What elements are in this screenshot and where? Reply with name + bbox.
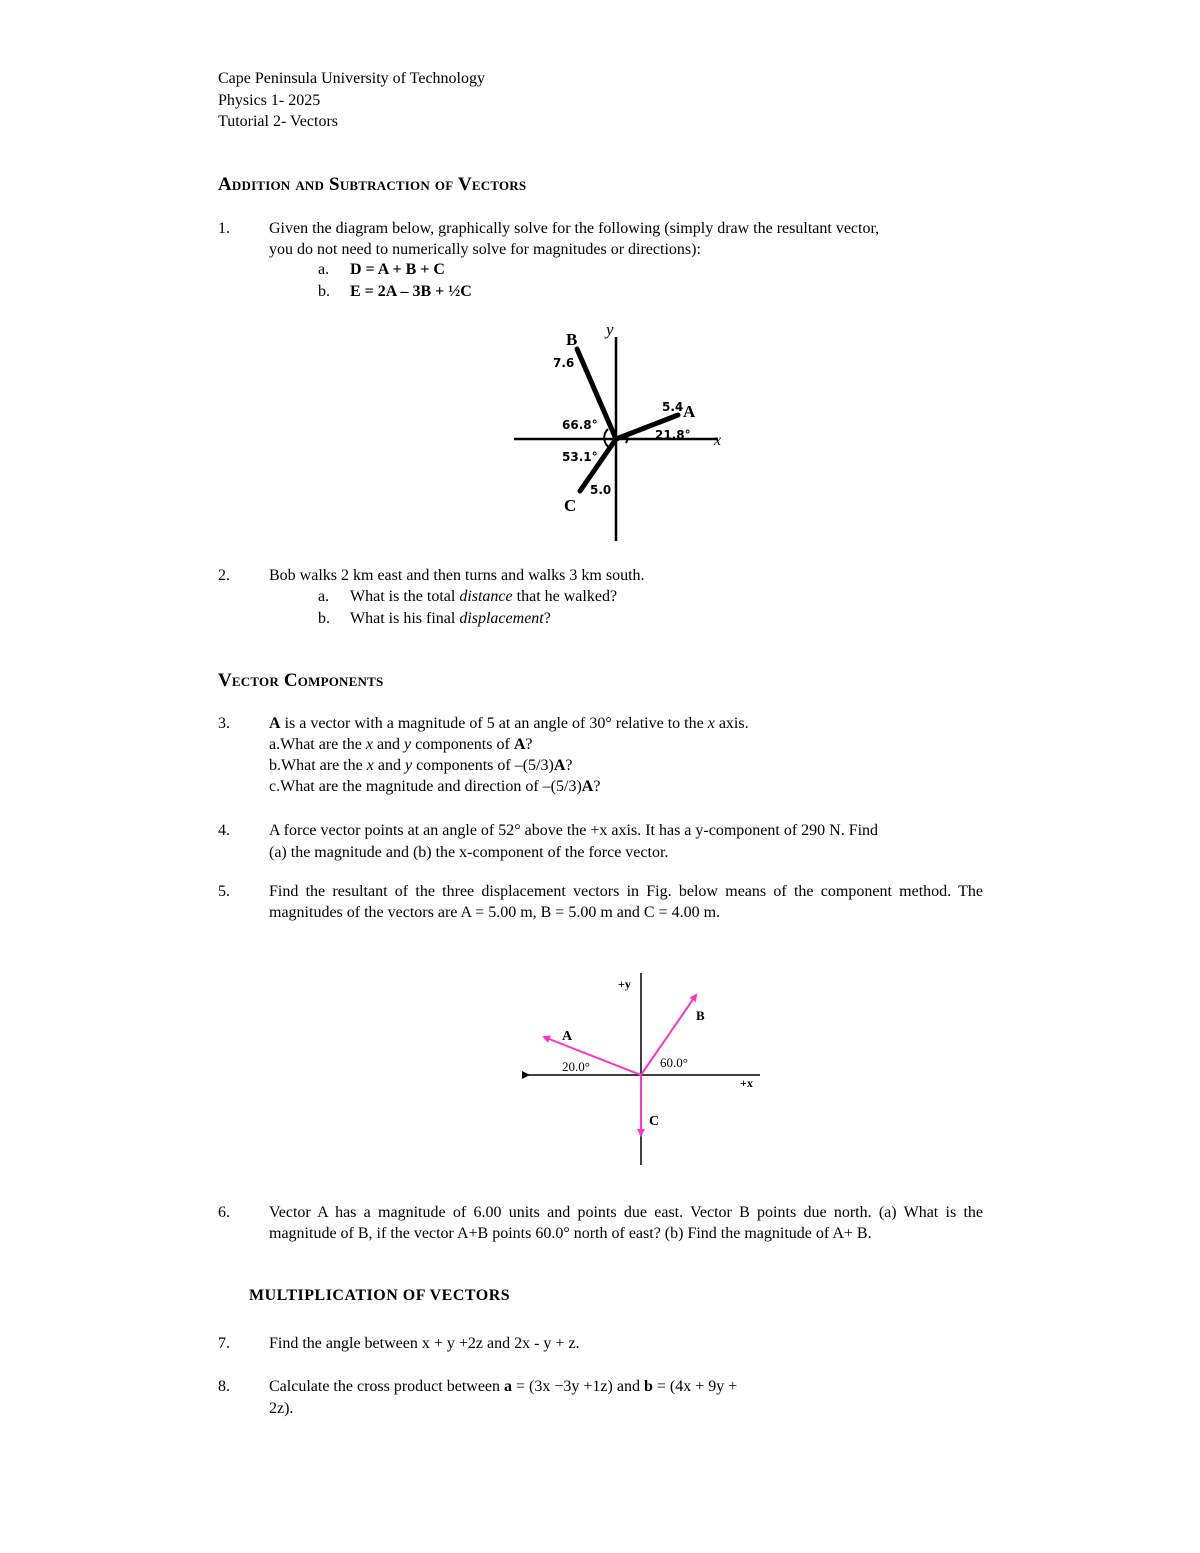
q2b-text: What is his final displacement? — [350, 610, 551, 627]
label-a-2: A — [562, 1029, 573, 1044]
angle-b-label: 66.8° — [562, 418, 598, 432]
q4-line2: (a) the magnitude and (b) the x-component of the force vector. — [269, 844, 669, 861]
header-course: Physics 1- 2025 — [218, 92, 321, 109]
label-a: A — [683, 402, 696, 421]
vector-diagram-1 — [500, 315, 740, 545]
angle-a-label-2: 20.0° — [562, 1059, 590, 1074]
angle-b-label-2: 60.0° — [660, 1055, 688, 1070]
mag-c: 5.0 — [590, 483, 612, 497]
label-y: y — [606, 320, 614, 339]
q3b-text: b.What are the x and y components of –(5/3)A? — [269, 757, 573, 774]
label-c: C — [564, 496, 577, 515]
label-c-2: C — [649, 1114, 660, 1129]
q5-text: Find the resultant of the three displacement vectors in Fig. below means of the component method. The magnitudes of the vectors are A = 5.00 m, B = 5.00 m and C = 4.00 m. — [269, 883, 983, 921]
header-university: Cape Peninsula University of Technology — [218, 70, 485, 87]
label-b-2: B — [696, 1008, 705, 1023]
mag-b: 7.6 — [553, 356, 575, 370]
label-x: x — [714, 432, 722, 449]
header-tutorial: Tutorial 2- Vectors — [218, 113, 338, 130]
angle-a-label: 21.8° — [655, 428, 691, 442]
q4-number: 4. — [218, 822, 230, 839]
q7-number: 7. — [218, 1335, 230, 1352]
q8-line2: 2z). — [269, 1400, 294, 1417]
q1a-label: a. — [318, 261, 330, 278]
q2-number: 2. — [218, 567, 230, 584]
section-title-addition: Addition and Subtraction of Vectors — [218, 174, 527, 195]
q1-line2: you do not need to numerically solve for magnitudes or directions): — [269, 241, 701, 258]
q6-number: 6. — [218, 1204, 230, 1221]
label-plus-y: +y — [618, 977, 631, 991]
q4-line1: A force vector points at an angle of 52° above the +x axis. It has a y-component of 290 N. Find — [269, 822, 879, 839]
q7-text: Find the angle between x + y +2z and 2x - y + z. — [269, 1335, 580, 1352]
q5-number: 5. — [218, 883, 230, 900]
q8-line1: Calculate the cross product between a = (3x −3y +1z) and b = (4x + 9y + — [269, 1378, 738, 1395]
q1a-text: D = A + B + C — [350, 261, 445, 278]
section-title-multiplication: MULTIPLICATION OF VECTORS — [249, 1287, 511, 1304]
q2-text: Bob walks 2 km east and then turns and walks 3 km south. — [269, 567, 645, 584]
angle-c-label: 53.1° — [562, 450, 598, 464]
section-title-components: Vector Components — [218, 670, 384, 691]
vector-a-arrow — [544, 1037, 641, 1075]
q1b-label: b. — [318, 283, 330, 300]
label-b: B — [566, 330, 578, 349]
q3-line1: A is a vector with a magnitude of 5 at an angle of 30° relative to the x axis. — [269, 715, 749, 732]
q8-number: 8. — [218, 1378, 230, 1395]
q6-text: Vector A has a magnitude of 6.00 units and points due east. Vector B points due north. (a) What is the magnitude of B, if the vector A+B points 60.0° north of east? (b) Find the magnitude of A+ B. — [269, 1204, 983, 1242]
q3c-text: c.What are the magnitude and direction of –(5/3)A? — [269, 778, 601, 795]
vector-diagram-2 — [520, 965, 770, 1175]
q2b-label: b. — [318, 610, 330, 627]
q1-line1: Given the diagram below, graphically solve for the following (simply draw the resultant vector, — [269, 220, 880, 237]
q1-number: 1. — [218, 220, 230, 237]
q3a-text: a.What are the x and y components of A? — [269, 736, 533, 753]
q3-number: 3. — [218, 715, 230, 732]
q2a-text: What is the total distance that he walked? — [350, 588, 618, 605]
label-plus-x: +x — [740, 1076, 753, 1090]
q2a-label: a. — [318, 588, 330, 605]
mag-a: 5.4 — [662, 400, 684, 414]
q1b-text: E = 2A – 3B + ½C — [350, 283, 472, 300]
